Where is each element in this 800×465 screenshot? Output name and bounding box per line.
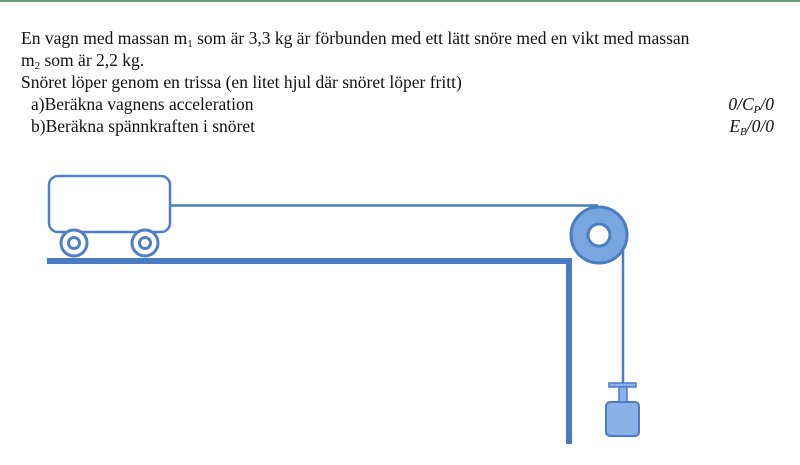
table-edge xyxy=(566,258,572,444)
subscript-m1: 1 xyxy=(187,38,193,50)
task-a-label: a)Beräkna vagnens acceleration xyxy=(31,94,254,114)
table-surface xyxy=(47,258,571,264)
problem-line-2: $m_2$ som är 2,2 kg. xyxy=(21,50,145,72)
problem-line-3: Snöret löper genom en trissa (en litet hjul där snöret löper fritt) xyxy=(21,72,462,92)
task-b-label: b)Beräkna spännkraften i snöret xyxy=(31,116,256,136)
hanging-weight xyxy=(606,383,639,436)
task-b-score: $E_B/0/0$ xyxy=(729,116,774,138)
cart-wheel-right xyxy=(132,230,158,256)
cart-body xyxy=(49,176,170,232)
pulley xyxy=(571,207,627,263)
subscript-m2: 2 xyxy=(34,60,41,72)
task-a-score: $0/C_P/0$ xyxy=(728,94,774,116)
cart-wheel-left xyxy=(61,230,87,256)
problem-line-1: En vagn med massan $m_1$ som är 3,3 kg är förbunden med ett lätt snöre med en vikt med massan xyxy=(21,28,690,50)
